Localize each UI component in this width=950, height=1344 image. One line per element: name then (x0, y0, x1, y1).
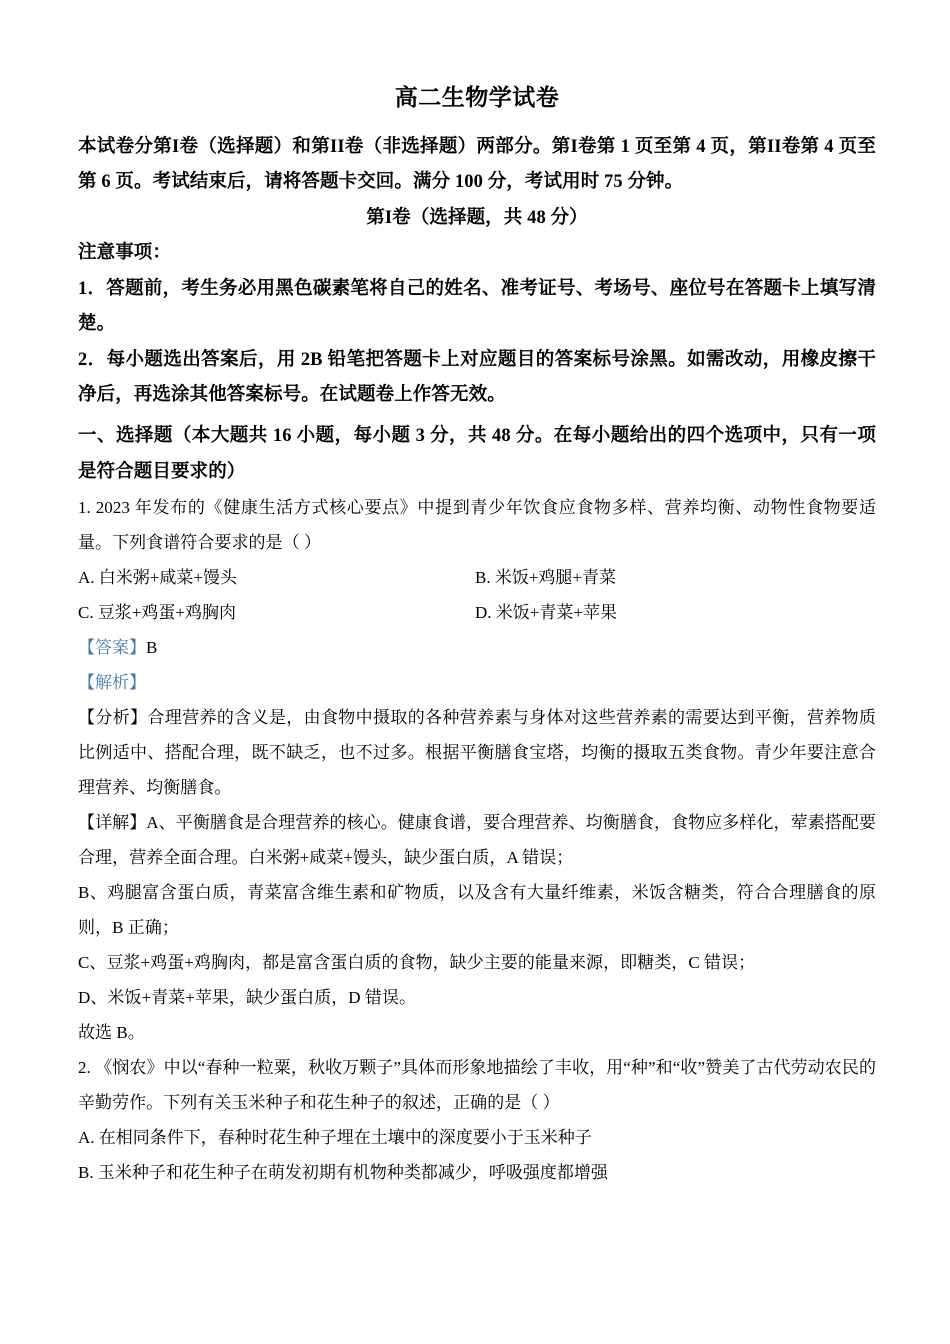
question-1-answer (78, 630, 876, 665)
section-heading-part-one: 第I卷（选择题，共 48 分） (366, 207, 588, 228)
note-item-1: 1．答题前，考生务必用黑色碳素笔将自己的姓名、准考证号、考场号、座位号在答题卡上填写清楚。 (78, 278, 876, 335)
question-2-option-b[interactable]: B. 玉米种子和花生种子在萌发初期有机物种类都减少，呼吸强度都增强 (78, 1163, 608, 1183)
analysis-marker: 【解析】 (78, 673, 146, 693)
answer-value: B (146, 638, 158, 658)
big-section-multiple-choice: 一、选择题（本大题共 16 小题，每小题 3 分，共 48 分。在每小题给出的四个选项中，只有一项是符合题目要求的） (78, 425, 876, 482)
notes-title: 注意事项： (78, 243, 172, 264)
question-2-stem: 2. 《悯农》中以“春种一粒粟，秋收万颗子”具体而形象地描绘了丰收，用“种”和“收”赞美了古代劳动农民的辛勤劳作。下列有关玉米种子和花生种子的叙述，正确的是（ ） (78, 1058, 876, 1113)
question-1-stem: 1. 2023 年发布的《健康生活方式核心要点》中提到青少年饮食应食物多样、营养均衡、动物性食物要适量。下列食谱符合要求的是（ ） (78, 498, 876, 553)
question-1-analysis-block-2: 【详解】A、平衡膳食是合理营养的核心。健康食谱，要合理营养、均衡膳食，食物应多样化，荤素搭配要合理，营养全面合理。白米粥+咸菜+馒头，缺少蛋白质，A 错误； (78, 813, 876, 868)
question-1-option-row-1 (78, 560, 876, 595)
question-2-option-a[interactable]: A. 在相同条件下，春种时花生种子埋在土壤中的深度要小于玉米种子 (78, 1128, 592, 1148)
note-item-2: 2．每小题选出答案后，用 2B 铅笔把答题卡上对应题目的答案标号涂黑。如需改动，用橡皮擦干净后，再选涂其他答案标号。在试题卷上作答无效。 (78, 349, 876, 406)
question-1-analysis-marker-line (78, 665, 876, 700)
question-1-analysis-block-5: D、米饭+青菜+苹果，缺少蛋白质，D 错误。 (78, 988, 417, 1008)
question-1-option-c[interactable]: C. 豆浆+鸡蛋+鸡胸肉 (78, 603, 237, 623)
question-1-conclusion: 故选 B。 (78, 1023, 145, 1043)
exam-intro-paragraph: 本试卷分第I卷（选择题）和第II卷（非选择题）两部分。第I卷第 1 页至第 4 页，第II卷第 4 页至第 6 页。考试结束后，请将答题卡交回。满分 100 分，考试用时 75 分钟。 (78, 136, 876, 193)
question-1-option-row-2 (78, 595, 876, 630)
question-1-option-a[interactable]: A. 白米粥+咸菜+馒头 (78, 568, 237, 588)
question-1-option-b[interactable]: B. 米饭+鸡腿+青菜 (475, 568, 617, 588)
question-1-option-d[interactable]: D. 米饭+青菜+苹果 (475, 603, 617, 623)
page-title: 高二生物学试卷 (394, 85, 560, 110)
question-1-analysis-block-3: B、鸡腿富含蛋白质，青菜富含维生素和矿物质，以及含有大量纤维素，米饭含糖类，符合合理膳食的原则，B 正确； (78, 883, 876, 938)
question-1-analysis-block-4: C、豆浆+鸡蛋+鸡胸肉，都是富含蛋白质的食物，缺少主要的能量来源，即糖类，C 错误； (78, 953, 756, 973)
question-1-analysis-block-1: 【分析】合理营养的含义是，由食物中摄取的各种营养素与身体对这些营养素的需要达到平衡，营养物质比例适中、搭配合理，既不缺乏，也不过多。根据平衡膳食宝塔，均衡的摄取五类食物。青少年要注意合理营养、均衡膳食。 (78, 708, 876, 798)
answer-marker: 【答案】 (78, 638, 146, 658)
page-content (78, 0, 876, 1190)
